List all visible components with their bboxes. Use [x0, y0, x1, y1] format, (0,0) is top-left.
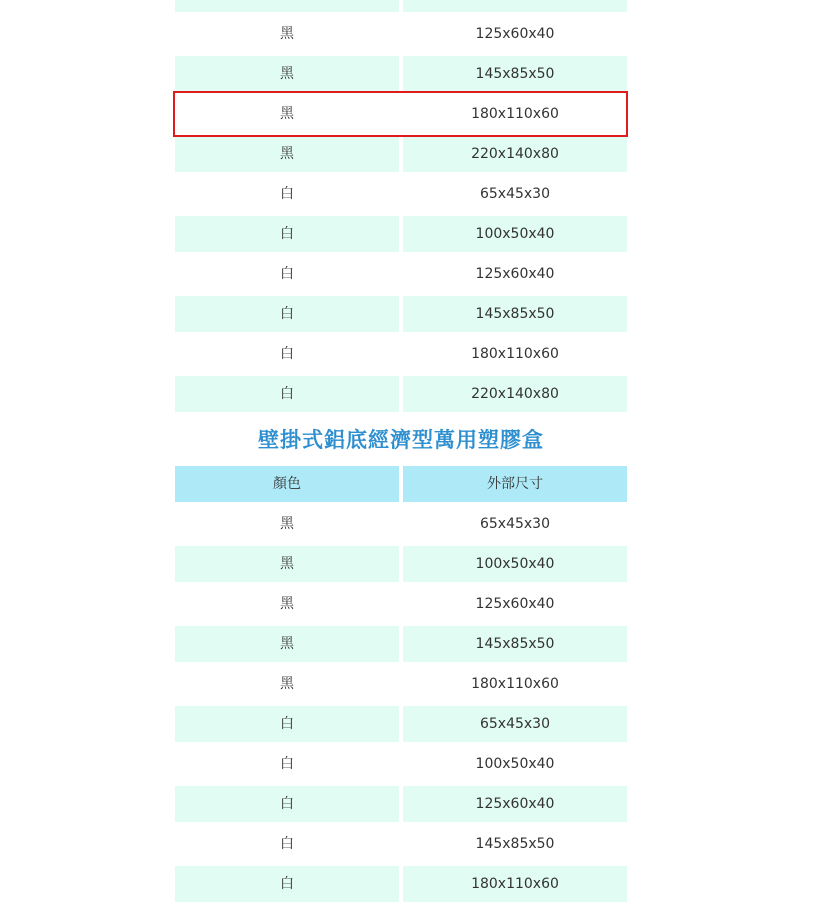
color-cell: 白 — [175, 706, 399, 742]
header-size: 外部尺寸 — [403, 466, 627, 502]
table-row — [175, 0, 627, 12]
color-cell: 白 — [175, 216, 399, 252]
table-row — [175, 626, 627, 662]
table-row — [175, 746, 627, 782]
color-cell: 黑 — [280, 676, 294, 692]
color-cell: 白 — [175, 296, 399, 332]
table-header-row — [175, 466, 627, 502]
size-cell: 125x60x40 — [475, 26, 555, 42]
size-cell: 145x85x50 — [475, 836, 555, 852]
color-cell: 白 — [280, 186, 294, 202]
table-row — [175, 176, 627, 212]
table-row — [175, 546, 627, 582]
size-cell: 180x110x60 — [471, 346, 559, 362]
color-cell — [175, 0, 399, 12]
size-cell: 125x60x40 — [475, 266, 555, 282]
table-row — [175, 706, 627, 742]
color-cell: 黑 — [280, 516, 294, 532]
table-row — [175, 96, 627, 132]
table-row — [175, 216, 627, 252]
color-cell: 白 — [280, 346, 294, 362]
size-cell: 125x60x40 — [475, 596, 555, 612]
table-row — [175, 786, 627, 822]
table-row — [175, 56, 627, 92]
color-cell: 黑 — [280, 106, 294, 122]
size-cell: 65x45x30 — [403, 706, 627, 742]
size-cell: 220x140x80 — [403, 376, 627, 412]
size-cell — [403, 0, 627, 12]
table-row — [175, 666, 627, 702]
color-cell: 白 — [280, 836, 294, 852]
color-cell: 白 — [175, 786, 399, 822]
color-cell: 黑 — [175, 546, 399, 582]
color-cell: 黑 — [175, 136, 399, 172]
color-cell: 白 — [280, 756, 294, 772]
color-cell: 黑 — [175, 626, 399, 662]
table-row — [175, 586, 627, 622]
table-row — [175, 866, 627, 902]
color-cell: 黑 — [280, 26, 294, 42]
table-row — [175, 506, 627, 542]
size-cell: 100x50x40 — [475, 756, 555, 772]
size-cell: 220x140x80 — [403, 136, 627, 172]
size-table-2 — [175, 466, 627, 906]
header-color: 顏色 — [175, 466, 399, 502]
table-row — [175, 256, 627, 292]
color-cell: 黑 — [280, 596, 294, 612]
table-row — [175, 296, 627, 332]
size-cell: 100x50x40 — [403, 546, 627, 582]
color-cell: 白 — [280, 266, 294, 282]
table-row — [175, 136, 627, 172]
table-row — [175, 376, 627, 412]
size-cell: 65x45x30 — [479, 516, 550, 532]
table-row — [175, 826, 627, 862]
section-title: 壁掛式鋁底經濟型萬用塑膠盒 — [258, 428, 544, 452]
color-cell: 黑 — [175, 56, 399, 92]
size-cell: 145x85x50 — [403, 56, 627, 92]
size-cell: 145x85x50 — [403, 626, 627, 662]
size-table-1 — [175, 0, 627, 416]
size-cell: 100x50x40 — [403, 216, 627, 252]
color-cell: 白 — [175, 866, 399, 902]
size-cell: 180x110x60 — [403, 866, 627, 902]
size-cell: 145x85x50 — [403, 296, 627, 332]
size-cell: 65x45x30 — [479, 186, 550, 202]
size-cell: 180x110x60 — [471, 106, 559, 122]
color-cell: 白 — [175, 376, 399, 412]
table-row — [175, 16, 627, 52]
size-cell: 125x60x40 — [403, 786, 627, 822]
size-cell: 180x110x60 — [471, 676, 559, 692]
table-row — [175, 336, 627, 372]
